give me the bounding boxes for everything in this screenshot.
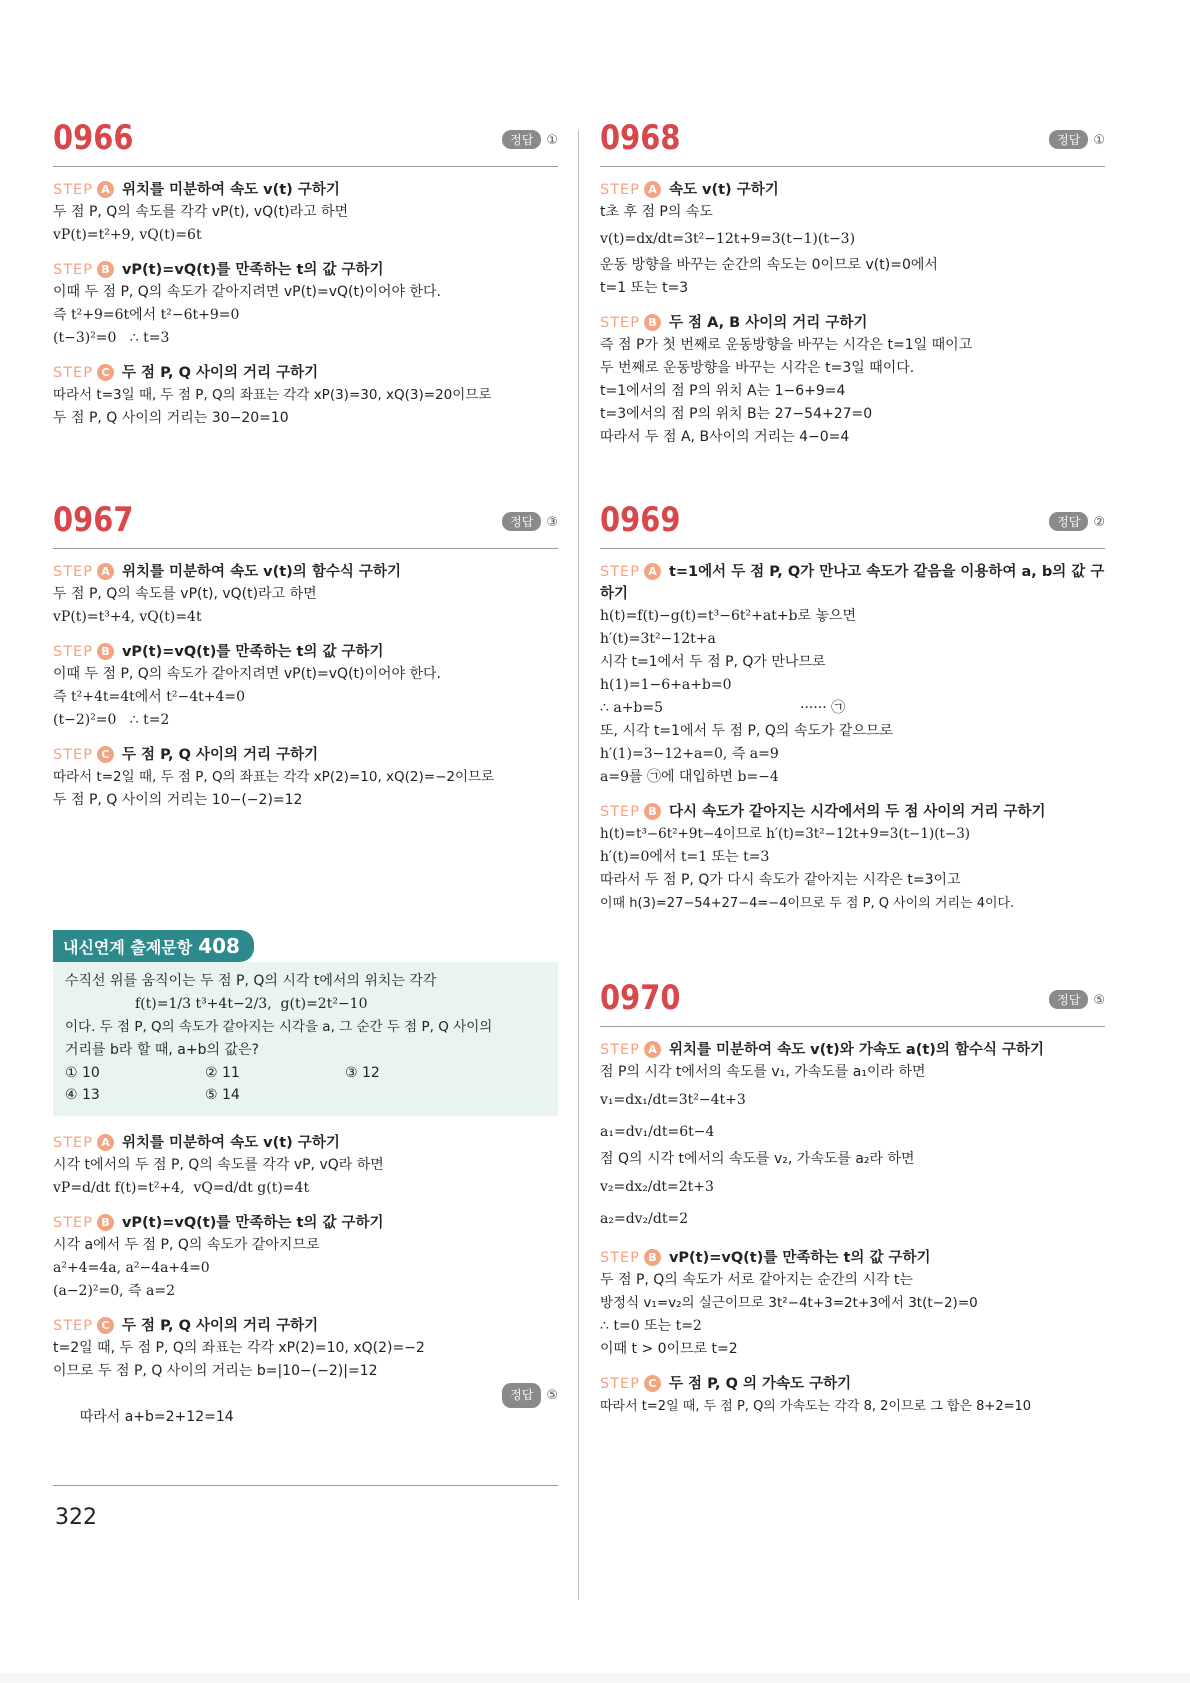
question-line: 이다. 두 점 P, Q의 속도가 같아지는 시각을 a, 그 순간 두 점 P, Q 사이의 bbox=[65, 1019, 493, 1035]
solution-line: h(1)=1−6+a+b=0 bbox=[600, 677, 732, 693]
problem-number: 0970 bbox=[600, 978, 681, 1018]
problem-header bbox=[600, 118, 1105, 167]
step-b-icon: B bbox=[97, 1214, 114, 1231]
step-tag: STEP bbox=[600, 182, 640, 198]
step-b-title: vP(t)=vQ(t)를 만족하는 t의 값 구하기 bbox=[668, 1250, 931, 1266]
step-a-heading bbox=[53, 179, 558, 201]
answer-label: 정답 bbox=[1049, 512, 1088, 531]
step-a-icon: A bbox=[97, 181, 114, 198]
problem-0970 bbox=[600, 978, 1105, 1418]
solution-line: t=2일 때, 두 점 P, Q의 좌표는 각각 xP(2)=10, xQ(2)=−2 bbox=[53, 1340, 425, 1356]
step-tag: STEP bbox=[600, 1250, 640, 1266]
solution-line: (t−3)²=0 ∴ t=3 bbox=[53, 330, 170, 346]
step-b-heading bbox=[53, 259, 558, 281]
choice-2: ② 11 bbox=[205, 1065, 240, 1081]
step-c-icon: C bbox=[97, 364, 114, 381]
step-a-icon: A bbox=[97, 1134, 114, 1151]
solution-line: h(t)=f(t)−g(t)=t³−6t²+at+b로 놓으면 bbox=[600, 608, 857, 624]
answer-badge bbox=[1049, 990, 1105, 1009]
solution-line: a₁=dv₁/dt=6t−4 bbox=[600, 1124, 715, 1140]
problem-number: 0967 bbox=[53, 500, 134, 540]
reference-problem-408 bbox=[53, 930, 558, 1486]
problem-header bbox=[53, 500, 558, 549]
answer-value: ① bbox=[1093, 133, 1105, 148]
answer-label: 정답 bbox=[502, 130, 541, 149]
step-b-icon: B bbox=[644, 803, 661, 820]
solution-line: 즉 점 P가 첫 번째로 운동방향을 바꾸는 시각은 t=1일 때이고 bbox=[600, 337, 973, 353]
solution-line: t=1에서의 점 P의 위치 A는 1−6+9=4 bbox=[600, 383, 846, 399]
solution-line: 이때 두 점 P, Q의 속도가 같아지려면 vP(t)=vQ(t)이어야 한다. bbox=[53, 666, 441, 682]
step-tag: STEP bbox=[53, 564, 93, 580]
solution-line: 점 P의 시각 t에서의 속도를 v₁, 가속도를 a₁이라 하면 bbox=[600, 1064, 926, 1080]
step-tag: STEP bbox=[600, 804, 640, 820]
solution-line: vP=d/dt f(t)=t²+4, vQ=d/dt g(t)=4t bbox=[53, 1180, 310, 1196]
problem-header bbox=[600, 500, 1105, 549]
equation-ref: ······ ㉠ bbox=[800, 700, 846, 716]
column-divider bbox=[578, 130, 579, 1600]
solution-line: 따라서 t=2일 때, 두 점 P, Q의 가속도는 각각 8, 2이므로 그 합은 8+2=10 bbox=[600, 1399, 1032, 1414]
step-a-heading bbox=[53, 561, 558, 583]
step-tag: STEP bbox=[53, 644, 93, 660]
reference-number: 408 bbox=[198, 934, 240, 958]
solution-line: 이때 h(3)=27−54+27−4=−4이므로 두 점 P, Q 사이의 거리는 4이다. bbox=[600, 896, 1015, 911]
step-a-icon: A bbox=[644, 563, 661, 580]
solution-line: 따라서 t=2일 때, 두 점 P, Q의 좌표는 각각 xP(2)=10, xQ(2)=−2이므로 bbox=[53, 769, 495, 785]
step-c-title: 두 점 P, Q 사이의 거리 구하기 bbox=[121, 1318, 319, 1334]
final-answer-text: 따라서 a+b=2+12=14 bbox=[79, 1409, 234, 1425]
step-c-icon: C bbox=[97, 746, 114, 763]
reference-body bbox=[53, 962, 558, 1116]
solution-line: 두 점 P, Q 사이의 거리는 10−(−2)=12 bbox=[53, 792, 303, 808]
step-b-heading bbox=[600, 312, 1105, 334]
problem-number: 0968 bbox=[600, 118, 681, 158]
step-a-icon: A bbox=[97, 563, 114, 580]
choice-3: ③ 12 bbox=[345, 1065, 380, 1081]
step-c-icon: C bbox=[97, 1317, 114, 1334]
step-b-heading bbox=[53, 1212, 558, 1234]
solution-line bbox=[53, 1383, 558, 1475]
step-b-icon: B bbox=[97, 643, 114, 660]
solution-line: 운동 방향을 바꾸는 순간의 속도는 0이므로 v(t)=0에서 bbox=[600, 257, 938, 273]
step-a-title: t=1에서 두 점 P, Q가 만나고 속도가 같음을 이용하여 a, b의 값 구하기 bbox=[600, 564, 1105, 602]
step-b-title: vP(t)=vQ(t)를 만족하는 t의 값 구하기 bbox=[121, 644, 384, 660]
problem-0969 bbox=[600, 500, 1105, 915]
step-c-heading bbox=[53, 744, 558, 766]
section-rule bbox=[53, 1485, 558, 1486]
solution-line: 두 점 P, Q의 속도를 각각 vP(t), vQ(t)라고 하면 bbox=[53, 204, 349, 220]
solution-line: a=9를 ㉠에 대입하면 b=−4 bbox=[600, 769, 779, 785]
answer-value: ⑤ bbox=[1093, 993, 1105, 1008]
solution-line: 두 점 P, Q 사이의 거리는 30−20=10 bbox=[53, 410, 289, 426]
answer-label: 정답 bbox=[502, 1383, 541, 1408]
step-a-heading bbox=[600, 179, 1105, 201]
step-a-title: 위치를 미분하여 속도 v(t) 구하기 bbox=[121, 1135, 340, 1151]
solution-line: h(t)=t³−6t²+9t−4이므로 h′(t)=3t²−12t+9=3(t−1)(t−3) bbox=[600, 826, 971, 842]
bottom-edge bbox=[0, 1673, 1190, 1683]
step-c-icon: C bbox=[644, 1375, 661, 1392]
answer-badge bbox=[502, 130, 558, 149]
solution-line: 두 점 P, Q의 속도가 서로 같아지는 순간의 시각 t는 bbox=[600, 1272, 913, 1288]
step-a-heading bbox=[53, 1132, 558, 1154]
solution-line: v₂=dx₂/dt=2t+3 bbox=[600, 1179, 714, 1195]
solution-line: 또, 시각 t=1에서 두 점 P, Q의 속도가 같으므로 bbox=[600, 723, 893, 739]
solution-line: ∴ t=0 또는 t=2 bbox=[600, 1318, 702, 1334]
solution-line: 두 번째로 운동방향을 바꾸는 시각은 t=3일 때이다. bbox=[600, 360, 915, 376]
answer-label: 정답 bbox=[1049, 990, 1088, 1009]
step-c-heading bbox=[53, 362, 558, 384]
solution-line: 따라서 두 점 P, Q가 다시 속도가 같아지는 시각은 t=3이고 bbox=[600, 872, 961, 888]
step-a-title: 위치를 미분하여 속도 v(t) 구하기 bbox=[121, 182, 340, 198]
step-a-heading bbox=[600, 1039, 1105, 1061]
step-a-title: 위치를 미분하여 속도 v(t)의 함수식 구하기 bbox=[121, 564, 401, 580]
solution-line: 따라서 t=3일 때, 두 점 P, Q의 좌표는 각각 xP(3)=30, xQ(3)=20이므로 bbox=[53, 387, 492, 403]
problem-number: 0966 bbox=[53, 118, 134, 158]
solution-line: 즉 t²+9=6t에서 t²−6t+9=0 bbox=[53, 307, 240, 323]
answer-value: ⑤ bbox=[546, 1388, 558, 1403]
answer-badge bbox=[502, 1383, 558, 1408]
choice-4: ④ 13 bbox=[65, 1087, 100, 1103]
step-b-title: vP(t)=vQ(t)를 만족하는 t의 값 구하기 bbox=[121, 262, 384, 278]
step-tag: STEP bbox=[600, 1376, 640, 1392]
solution-line: v(t)=dx/dt=3t²−12t+9=3(t−1)(t−3) bbox=[600, 231, 856, 247]
step-tag: STEP bbox=[53, 182, 93, 198]
solution-line: 시각 a에서 두 점 P, Q의 속도가 같아지므로 bbox=[53, 1237, 320, 1253]
answer-label: 정답 bbox=[1049, 130, 1088, 149]
question-line: 거리를 b라 할 때, a+b의 값은? bbox=[65, 1042, 259, 1058]
step-b-heading bbox=[600, 1247, 1105, 1269]
reference-title-text: 내신연계 출제문항 bbox=[63, 938, 193, 957]
answer-badge bbox=[1049, 130, 1105, 149]
step-c-heading bbox=[53, 1315, 558, 1337]
equation-text: ∴ a+b=5 bbox=[600, 700, 664, 716]
answer-value: ③ bbox=[546, 515, 558, 530]
solution-line: 즉 t²+4t=4t에서 t²−4t+4=0 bbox=[53, 689, 246, 705]
step-b-icon: B bbox=[97, 261, 114, 278]
step-a-title: 속도 v(t) 구하기 bbox=[668, 182, 779, 198]
step-a-icon: A bbox=[644, 1041, 661, 1058]
problem-header bbox=[600, 978, 1105, 1027]
solution-line: t초 후 점 P의 속도 bbox=[600, 204, 713, 220]
solution-line: 이때 두 점 P, Q의 속도가 같아지려면 vP(t)=vQ(t)이어야 한다. bbox=[53, 284, 441, 300]
step-tag: STEP bbox=[53, 1318, 93, 1334]
step-b-heading bbox=[53, 641, 558, 663]
step-c-heading bbox=[600, 1373, 1105, 1395]
step-b-title: 다시 속도가 같아지는 시각에서의 두 점 사이의 거리 구하기 bbox=[668, 804, 1046, 820]
answer-badge bbox=[502, 512, 558, 531]
step-a-heading bbox=[600, 561, 1105, 605]
choice-5: ⑤ 14 bbox=[205, 1087, 240, 1103]
problem-number: 0969 bbox=[600, 500, 681, 540]
step-a-title: 위치를 미분하여 속도 v(t)와 가속도 a(t)의 함수식 구하기 bbox=[668, 1042, 1045, 1058]
solution-line: h′(t)=0에서 t=1 또는 t=3 bbox=[600, 849, 770, 865]
choice-1: ① 10 bbox=[65, 1065, 100, 1081]
solution-line: (a−2)²=0, 즉 a=2 bbox=[53, 1283, 176, 1299]
step-c-title: 두 점 P, Q 사이의 거리 구하기 bbox=[121, 365, 319, 381]
step-tag: STEP bbox=[53, 1135, 93, 1151]
solution-line: 이므로 두 점 P, Q 사이의 거리는 b=|10−(−2)|=12 bbox=[53, 1363, 378, 1379]
reference-title bbox=[53, 930, 254, 962]
step-c-title: 두 점 P, Q 사이의 거리 구하기 bbox=[121, 747, 319, 763]
solution-line: 시각 t=1에서 두 점 P, Q가 만나므로 bbox=[600, 654, 826, 670]
step-tag: STEP bbox=[53, 262, 93, 278]
step-tag: STEP bbox=[53, 1215, 93, 1231]
step-b-icon: B bbox=[644, 1249, 661, 1266]
solution-line: a₂=dv₂/dt=2 bbox=[600, 1211, 689, 1227]
step-tag: STEP bbox=[600, 1042, 640, 1058]
answer-value: ① bbox=[546, 133, 558, 148]
solution-line: t=3에서의 점 P의 위치 B는 27−54+27=0 bbox=[600, 406, 873, 422]
solution-line: 이때 t > 0이므로 t=2 bbox=[600, 1341, 738, 1357]
solution-line: vP(t)=t²+9, vQ(t)=6t bbox=[53, 227, 202, 243]
solution-line: v₁=dx₁/dt=3t²−4t+3 bbox=[600, 1092, 746, 1108]
answer-badge bbox=[1049, 512, 1105, 531]
answer-choices bbox=[65, 1062, 546, 1106]
step-tag: STEP bbox=[600, 315, 640, 331]
step-b-icon: B bbox=[644, 314, 661, 331]
solution-line: (t−2)²=0 ∴ t=2 bbox=[53, 712, 170, 728]
problem-header bbox=[53, 118, 558, 167]
step-a-icon: A bbox=[644, 181, 661, 198]
solution-line: h′(1)=3−12+a=0, 즉 a=9 bbox=[600, 746, 779, 762]
step-tag: STEP bbox=[53, 365, 93, 381]
problem-0967 bbox=[53, 500, 558, 812]
solution-line: a²+4=4a, a²−4a+4=0 bbox=[53, 1260, 210, 1276]
answer-label: 정답 bbox=[502, 512, 541, 531]
problem-0968 bbox=[600, 118, 1105, 449]
question-formula: f(t)=1/3 t³+4t−2/3, g(t)=2t²−10 bbox=[135, 996, 368, 1012]
solution-line: 시각 t에서의 두 점 P, Q의 속도를 각각 vP, vQ라 하면 bbox=[53, 1157, 384, 1173]
step-b-title: vP(t)=vQ(t)를 만족하는 t의 값 구하기 bbox=[121, 1215, 384, 1231]
step-b-heading bbox=[600, 801, 1105, 823]
question-line: 수직선 위를 움직이는 두 점 P, Q의 시각 t에서의 위치는 각각 bbox=[65, 973, 437, 989]
solution-line bbox=[600, 697, 1105, 720]
solution-line: 방정식 v₁=v₂의 실근이므로 3t²−4t+3=2t+3에서 3t(t−2)=0 bbox=[600, 1295, 978, 1311]
solution-line: 따라서 두 점 A, B사이의 거리는 4−0=4 bbox=[600, 429, 850, 445]
solution-line: 점 Q의 시각 t에서의 속도를 v₂, 가속도를 a₂라 하면 bbox=[600, 1151, 915, 1167]
step-tag: STEP bbox=[600, 564, 640, 580]
answer-value: ② bbox=[1093, 515, 1105, 530]
page-number: 322 bbox=[55, 1505, 97, 1530]
solution-line: 두 점 P, Q의 속도를 vP(t), vQ(t)라고 하면 bbox=[53, 586, 317, 602]
step-c-title: 두 점 P, Q 의 가속도 구하기 bbox=[668, 1376, 852, 1392]
solution-line: h′(t)=3t²−12t+a bbox=[600, 631, 716, 647]
solution-line: t=1 또는 t=3 bbox=[600, 280, 689, 296]
solution-line: vP(t)=t³+4, vQ(t)=4t bbox=[53, 609, 202, 625]
problem-0966 bbox=[53, 118, 558, 430]
step-tag: STEP bbox=[53, 747, 93, 763]
step-b-title: 두 점 A, B 사이의 거리 구하기 bbox=[668, 315, 868, 331]
